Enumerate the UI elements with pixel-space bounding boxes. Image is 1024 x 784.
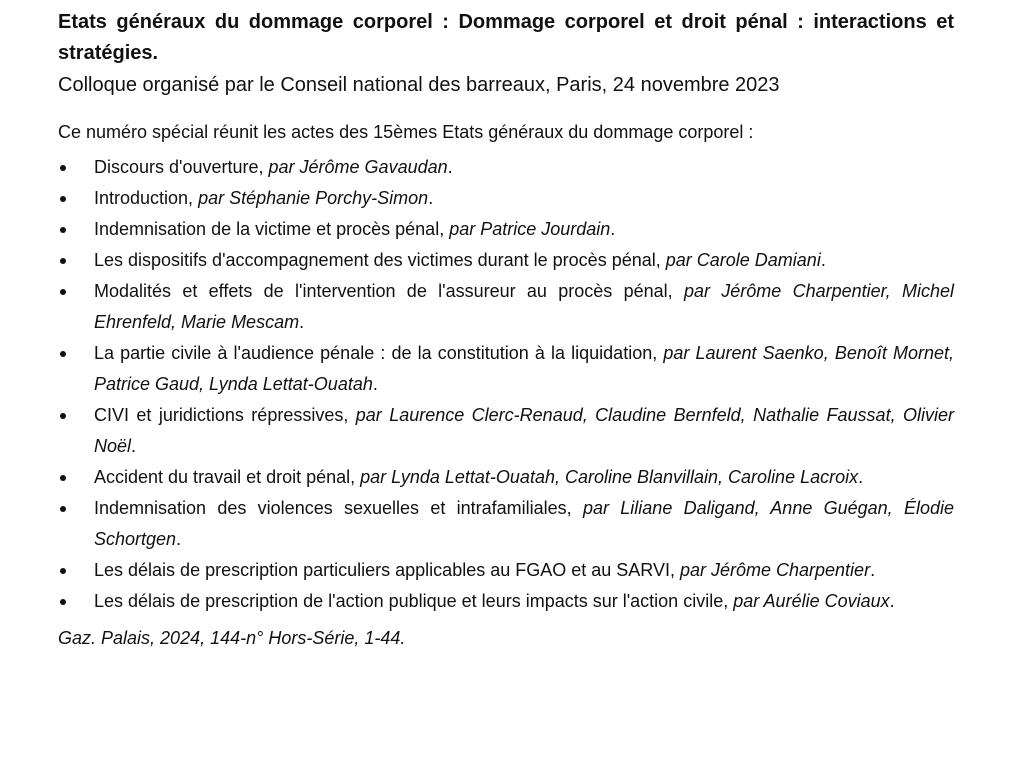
list-item bbox=[58, 400, 954, 462]
item-title: Indemnisation de la victime et procès pénal, bbox=[94, 219, 450, 239]
item-title: Indemnisation des violences sexuelles et intrafamiliales, bbox=[94, 498, 583, 518]
item-title: Introduction, bbox=[94, 188, 199, 208]
item-authors: par Jérôme Charpentier bbox=[679, 560, 871, 580]
item-authors: par Liliane Daligand, Anne Guégan, Élodie Schortgen bbox=[94, 498, 955, 549]
item-end: . bbox=[858, 467, 864, 487]
document-title: Etats généraux du dommage corporel : Dommage corporel et droit pénal : interactions et stratégies. bbox=[58, 11, 954, 64]
item-end: . bbox=[131, 436, 137, 456]
bullet-icon bbox=[60, 413, 66, 419]
item-authors: par Carole Damiani bbox=[665, 250, 821, 270]
item-title: CIVI et juridictions répressives, bbox=[94, 405, 356, 425]
item-authors: par Laurent Saenko, Benoît Mornet, Patrice Gaud, Lynda Lettat-Ouatah bbox=[94, 343, 954, 394]
bullet-icon bbox=[60, 165, 66, 171]
item-end: . bbox=[820, 250, 826, 270]
bullet-icon bbox=[60, 196, 66, 202]
item-end: . bbox=[372, 374, 378, 394]
list-item bbox=[58, 183, 954, 214]
bullet-icon bbox=[60, 258, 66, 264]
item-end: . bbox=[428, 188, 434, 208]
document-body bbox=[58, 7, 954, 654]
list-item bbox=[58, 586, 954, 617]
list-item bbox=[58, 276, 954, 338]
item-authors: par Jérôme Gavaudan bbox=[268, 157, 448, 177]
item-authors: par Aurélie Coviaux bbox=[733, 591, 890, 611]
item-authors: par Laurence Clerc-Renaud, Claudine Bernfeld, Nathalie Faussat, Olivier Noël bbox=[94, 405, 954, 456]
item-authors: par Lynda Lettat-Ouatah, Caroline Blanvillain, Caroline Lacroix bbox=[360, 467, 859, 487]
bullet-icon bbox=[60, 351, 66, 357]
item-authors: par Jérôme Charpentier, Michel Ehrenfeld, Marie Mescam bbox=[94, 281, 954, 332]
list-item bbox=[58, 462, 954, 493]
bullet-icon bbox=[60, 599, 66, 605]
bullet-icon bbox=[60, 568, 66, 574]
item-title: La partie civile à l'audience pénale : de la constitution à la liquidation, bbox=[94, 343, 664, 363]
item-title: Accident du travail et droit pénal, bbox=[94, 467, 361, 487]
item-title: Les dispositifs d'accompagnement des victimes durant le procès pénal, bbox=[94, 250, 666, 270]
contents-list bbox=[58, 152, 954, 617]
list-item bbox=[58, 493, 954, 555]
list-item bbox=[58, 338, 954, 400]
item-end: . bbox=[870, 560, 876, 580]
list-item bbox=[58, 214, 954, 245]
item-title: Les délais de prescription particuliers applicables au FGAO et au SARVI, bbox=[94, 560, 680, 580]
item-end: . bbox=[447, 157, 453, 177]
item-authors: par Stéphanie Porchy-Simon bbox=[198, 188, 429, 208]
item-title: Les délais de prescription de l'action publique et leurs impacts sur l'action civile, bbox=[94, 591, 734, 611]
item-end: . bbox=[610, 219, 616, 239]
item-end: . bbox=[889, 591, 895, 611]
publication-reference: Gaz. Palais, 2024, 144-n° Hors-Série, 1-44. bbox=[58, 628, 406, 648]
item-end: . bbox=[299, 312, 305, 332]
item-authors: par Patrice Jourdain bbox=[449, 219, 611, 239]
document-subtitle: Colloque organisé par le Conseil national des barreaux, Paris, 24 novembre 2023 bbox=[58, 74, 780, 96]
intro-text: Ce numéro spécial réunit les actes des 15èmes Etats généraux du dommage corporel : bbox=[58, 122, 754, 142]
list-item bbox=[58, 245, 954, 276]
item-end: . bbox=[176, 529, 182, 549]
list-item bbox=[58, 152, 954, 183]
bullet-icon bbox=[60, 289, 66, 295]
bullet-icon bbox=[60, 506, 66, 512]
item-title: Modalités et effets de l'intervention de l'assureur au procès pénal, bbox=[94, 281, 684, 301]
bullet-icon bbox=[60, 475, 66, 481]
bullet-icon bbox=[60, 227, 66, 233]
list-item bbox=[58, 555, 954, 586]
item-title: Discours d'ouverture, bbox=[94, 157, 269, 177]
